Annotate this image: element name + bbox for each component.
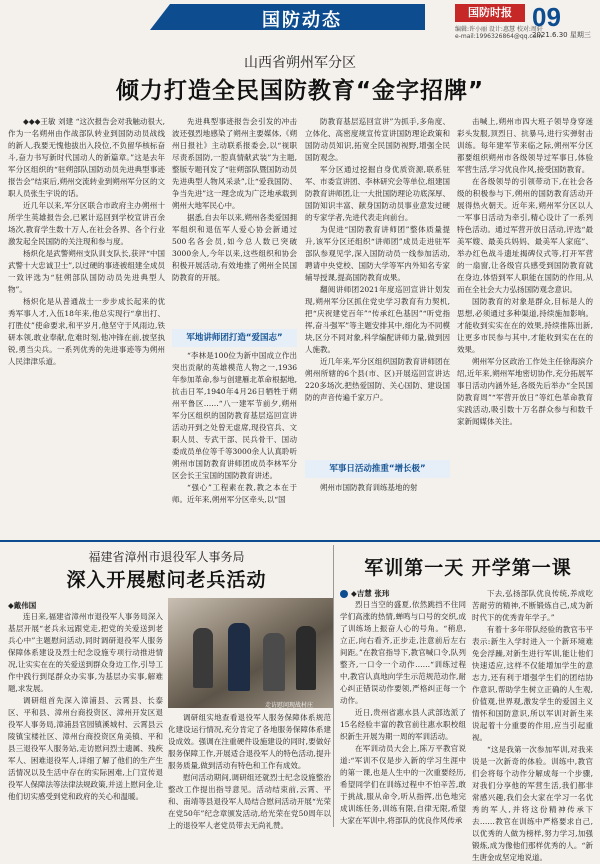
article2-photo — [168, 598, 333, 708]
paragraph: 近几年来,军分区组织国防教育讲师团在朔州所辖的6个县(市、区)开展巡回宣讲达220多场次,把热爱国防、关心国防、建设国防的声音传遍千家万户。 — [305, 357, 450, 402]
article1-column-5 — [457, 116, 593, 536]
section-title: 国防动态 — [262, 10, 342, 31]
photo-person — [228, 623, 250, 691]
paragraph: ◆◆◆王敏 刘建 “这次报告会对我触动很大,作为一名朔州由作战部队转业到国防动员战线的新人,我要无愧他拔出入段位,不负留华核标奋斗,奋力书写新时代国动人的新篇章。”这是去年军分区组织的“驻朔部队国防动员先进典型事迹报告会”结束后,朔州交流转业到朔州军分区的文职人员张生宇说的话。 — [8, 117, 165, 198]
article3-byline — [340, 588, 466, 599]
paragraph: 杨炽化是从普通战士一步步成长起来的优秀军事人才,入伍18年来,他总实现行“拿出打、打胜仗”使命要求,和平岁月,他坚守于风雨边,铁研本领,敢业奉献,危难时刻,他冲锋在前,披坚执锐,勇当尖兵。一系列优秀的先进事迹等为朔州人民津津乐道。 — [8, 297, 165, 366]
paragraph: 烈日当空的盛夏,依然跳挡不住同学们高涨的热情,蝉鸣与口号的交织,成了训练场上振奋人心的号角。“稍息,立正,向右看齐,正步走,注意前后左右间距。”在教官指导下,教官喊口令,队列整齐,一口令一个动作……“训练过程中,教官认真地向学生示范规范动作,耐心纠正错误动作要领,严格纠正每一个动作。 — [340, 600, 466, 705]
article3-byline-text: ◆吉慧 张玮 — [351, 589, 390, 598]
article3-column-1 — [340, 588, 466, 824]
paragraph: “李林是100位为新中国成立作出突出贡献的英雄模范人物之一,1936年参加革命,参与创建雁北革命根据地,抗击日军,1940年4月26日牺牲于朔州平鲁区……“八一建军节前夕,朔州军分区组织的国防教育基层巡回宣讲活动开到之处曾无虚席,现役官兵、文职人员、专武干部、民兵骨干、国动委成员单位等千等3000余人认真聆听朔州市国防教育讲师团成员李林军分区会长王宝国的国防教育讲述。 — [172, 351, 297, 480]
paragraph: 连日来,福建省漳州市退役军人事务局深入基层开展“老兵永远跟党走,把党的关爱送到老兵心中”主题慰问活动,同时调研退役军人服务保障体系建设及烈士纪念设施专项行动推进情况,让实实在在的关爱送到群众身边工作,引导工作中践行到尾群众办实事,为基层办实事,解难题,求发展。 — [8, 612, 163, 693]
editor-line: 编辑:许小丽 设计:惠慧 校对:周轩 — [455, 26, 543, 33]
masthead — [0, 0, 600, 42]
article1-subhead-1: 军地讲师团打造“爱国志” — [172, 329, 297, 347]
paragraph: 国防教育的对象是群众,目标是人的思想,必须通过多种渠道,持续施加影响。才能收到实实在在的效果,持续推陈出新,让更多市民参与其中,才能收到实在在的效果。 — [457, 297, 593, 354]
section-divider — [0, 540, 600, 542]
page-number: 09 — [532, 2, 561, 32]
paragraph: 下去,弘扬部队优良传统,养成吃苦耐劳的精神,不断锻炼自己,成为新时代下的优秀青年学子。” — [472, 589, 593, 622]
paragraph: “这是我第一次参加军训,对我来说是一次新奇的体验。训练中,教官们会将每个动作分解成每一个步骤,对我们分享他的军营生活,我们都非常感兴趣,我们会大家在学习一名优秀的军人,并将这份精神传承下去……教官在训练中严格要求自己,以优秀的人做为榜样,努力学习,加强锻炼,成为像他们那样优秀的人。“新生唐金成坚定地说道。 — [472, 745, 593, 862]
paragraph: 据悉,自去年以来,朔州各类爱国拥军组织和退伍军人爱心协会新通过500名各会员,如今总人数已突破3000余人,今年以来,这些组织和协会积极开展活动,有效地推了朔州全民国防教育的开展。 — [172, 213, 297, 282]
article2-column-1 — [8, 600, 163, 822]
article3-headline: 军训第一天 开学第一课 — [364, 557, 572, 579]
article1-subhead-2: 军事日活动推重“增长极” — [305, 460, 450, 478]
photo-person — [263, 633, 285, 691]
article1-column-4b — [305, 482, 450, 536]
paragraph: “强心”工程素在教,教之本在于师。近年来,朔州军分区牵头,以“国 — [172, 483, 297, 504]
paragraph: 在军训动员大会上,陈万平教官说道:“军训不仅是步入新的学习生涯中的第一课,也是人生中的一次重要经历,希望同学们在训练过程中不怕辛苦,敢于挑战,服从命令,听从指挥,出色地完成训练任务,训练有限,自律无限,希望大家在军训中,将部队的优良作风传承 — [340, 744, 466, 825]
paragraph: 军分区通过挖掘自身优质资源,联系驻军、市委宣讲团、李林研究会等单位,组建国防教育讲师团,让一大批国防理论功底深厚、国防知识丰富、献身国防动员事业意发过硬的专家学者,先进代表走向前台。 — [305, 165, 450, 222]
issue-date: 2021.6.30 星期三 — [532, 31, 591, 39]
photo-caption: 走访慰问现战村庄 — [265, 702, 314, 709]
article2-headline: 深入开展慰问老兵活动 — [66, 569, 267, 591]
article2-kicker: 福建省漳州市退役军人事务局 — [88, 550, 245, 564]
article1-column-4 — [305, 116, 450, 456]
article1-kicker: 山西省朔州军分区 — [244, 55, 356, 71]
paragraph: 杨炽化是武警朔州支队训支队长,获评“中国武警十大忠诚卫士”,以过硬的事迹被组建全成员一致评选为“驻朔部队国防动员先进典型人物”。 — [8, 249, 165, 294]
paragraph: 调研组首先深入漳浦县、云霄县、长泰区、平和县、漳州台商投资区、漳州开发区退役军人事务局,漳浦县官园镇溪城村、云霄县云陵镇宝楼社区、漳州台商投资区角美镇、平和县三退役军人服务站,走访慰问烈士遗属、残疾军人、困难退役军人,详细了解了他们的生产生活情况以及生活中存在的实际困难,上门宣传退役军人保障法等法律法规政策,并送上慰问金,让他们切实感受到党和政府的关心和温暖。 — [8, 696, 163, 801]
paragraph: 击喊上,朔州市四大班子领导身穿迷彩头发服,顶烈日、抗暴马,进行实弹射击训练。每年建军节来临之际,朔州军分区都要组织朔州市各级领导过军事日,体验军营生活,学习优良作风,接受国防教育。 — [457, 117, 593, 174]
paragraph: 近日,贵州省惠水县人武部选派了15名经验丰富的教官前往惠水职校组织新生开展为期一周的军训活动。 — [340, 708, 466, 741]
paragraph: 近几年以来,军分区联合市政府主办朔州十所学生英雄报告会,已累计巡回到学校宣讲百余场次,教育学生数十万人,在社会各界、各个行业激发起全民国防的关注现和参与度。 — [8, 201, 165, 246]
byline-icon — [340, 590, 348, 598]
paragraph: 朔州军分区政治工作处主任徐海滨介绍,近年来,朔州军地密切协作,充分拓展军事日活动内涵外延,各级先后举办“全民国防教育周”“军营开放日”等红色革命教育实践活动,吸引数十万名群众参与和数千家新闻媒体关注。 — [457, 357, 593, 426]
photo-person — [193, 628, 213, 688]
paragraph: 慰问活动期间,调研组还就烈士纪念设施整治整改工作提出指导意见。活动结束前,云霄、平和、南靖等县退役军人局结合慰问活动开展“光荣在党50年”纪念章颁发活动,给光荣在党50周年以上的退役军人老党员带去无尚礼赞。 — [168, 773, 331, 830]
email-line: e-mail:1996326864@qq.com — [455, 33, 543, 40]
paragraph: 为促进“国防教育讲师团”整体质量提升,该军分区还组织“讲师团”成员走进驻军部队参观见学,深入国防动员一线参加活动,聘请中央党校、国防大学等军内外知名专家辅导授课,提高国防教育成果。 — [305, 225, 450, 282]
article1-column-2 — [172, 116, 297, 326]
paragraph: 防教育基层巡回宣讲”为抓手,多角度、立体化、高密度规宣传宣讲国防理论政策和国防动员知识,拓宽全民国防视野,增强全民国防观念。 — [305, 117, 450, 162]
newspaper-logo: 国防时报 — [455, 4, 525, 22]
article2-byline: ◆戴伟国 — [8, 601, 37, 610]
article1-column-1 — [8, 116, 165, 536]
article2-column-2 — [168, 712, 331, 830]
paragraph: 在各级领导的引领带动下,在社会各级的积极参与下,朔州的国防教育活动开展得热火朝天。近年来,朔州军分区以人一军事日活动为牵引,精心设计了一系列特色活动。通过军营开放日活动,评选“最美军嫂、最美兵妈妈、最美军人家庭”、举办红色战斗遗址揭碑仪式等,打开军营的一扇窗,让各级官兵感受到国防教育就在身边,体悟到军人职能在国防的作用,从而在全社会大力弘扬国防观念意识。 — [457, 177, 593, 294]
article1-headline: 倾力打造全民国防教育“金字招牌” — [115, 78, 485, 104]
paragraph: 朔州市国防教育训练基地的射 — [320, 483, 418, 492]
photo-person — [296, 626, 316, 690]
column-divider — [333, 545, 334, 827]
article1-column-3 — [172, 350, 297, 536]
paragraph: 调研组实地查看退役军人服务保障体系规范化建设运行情况,充分肯定了各地服务保障体系建设成效。强调在注重硬件设施建设的同时,要做好服务保障工作,开展适合退役军人的特色活动,提升服务质量,做到活动有特色和工作有成效。 — [168, 713, 331, 770]
paragraph: 有着十多年带队经验的教官韦平表示:新生入学时进入一个新环境难免会浮躁,对新生进行军训,能让他们快速适应,这样不仅能增加学生的意志力,还有利于增强学生们的团结协作意识,帮助学生树立正确的人生观,价值观,世界观,激发学生的爱国主义情怀和国防意识,所以军训对新生来说起着十分重要的作用,应当引起重视。 — [472, 625, 593, 742]
paragraph: 翻阅讲师团2021年度巡回宣讲计划发现,朔州军分区抓住党史学习教育有力契机,把“庆祝建党百年”“传承红色基因”“听党指挥,奋斗强军”等主题安排其中,细化为不同模块,区分不同对象,科学编配讲师力量,做到因人施教。 — [305, 285, 450, 354]
paragraph: 先进典型事迹报告会引发的冲击波还强烈地感染了朔州主要媒体,《朔州日报社》主动联系报委会,以“视职尽责系国防,一腔真情献武装”为主题,整版专题刊发了“驻朔部队暨国防动员先进典型人物风采录”,让“爱我国防、争当先进”这一理念成为广泛地承载到朔州大地军民心中。 — [172, 117, 297, 210]
article3-column-2 — [472, 588, 593, 862]
